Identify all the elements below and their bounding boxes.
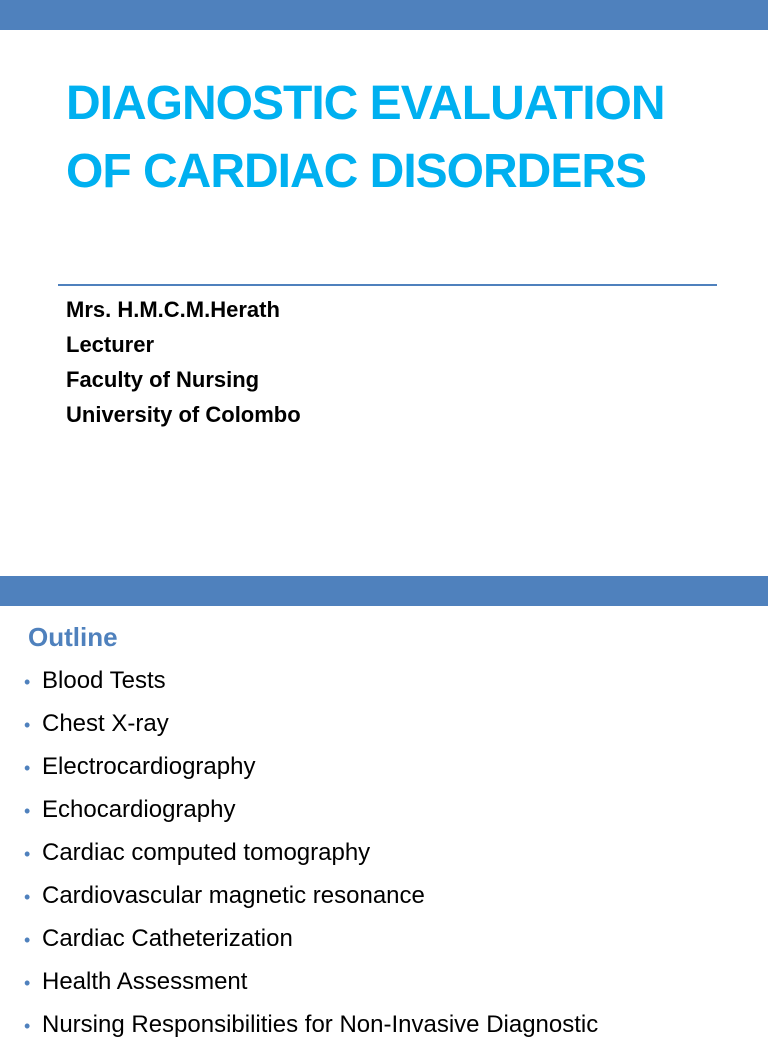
list-item-text: Echocardiography: [42, 796, 236, 823]
bullet-dot-icon: •: [24, 758, 31, 778]
bullet-dot-icon: •: [24, 930, 31, 950]
author-university: University of Colombo: [66, 402, 301, 427]
title-line-1: DIAGNOSTIC EVALUATION: [66, 77, 665, 130]
bullet-dot-icon: •: [24, 844, 31, 864]
top-accent-bar: [0, 0, 768, 30]
bullet-dot-icon: •: [24, 715, 31, 735]
list-item-text: Blood Tests: [42, 667, 166, 694]
outline-slide: [0, 576, 768, 1038]
bullet-dot-icon: •: [24, 887, 31, 907]
presentation-title: [66, 70, 746, 206]
list-item-text: Cardiac Catheterization: [42, 925, 293, 952]
outline-list: [24, 662, 598, 1049]
list-item: [24, 834, 598, 877]
title-divider: [58, 284, 717, 286]
author-faculty: Faculty of Nursing: [66, 367, 260, 392]
author-name: Mrs. H.M.C.M.Herath: [66, 297, 280, 322]
author-info: [66, 292, 301, 432]
bullet-dot-icon: •: [24, 801, 31, 821]
list-item: [24, 1006, 598, 1049]
list-item-text: Electrocardiography: [42, 753, 256, 780]
bullet-dot-icon: •: [24, 672, 31, 692]
list-item: [24, 877, 598, 920]
list-item: [24, 662, 598, 705]
list-item-text: Cardiovascular magnetic resonance: [42, 882, 425, 909]
list-item: [24, 963, 598, 1006]
list-item-text: Health Assessment: [42, 968, 248, 995]
list-item-text: Chest X-ray: [42, 710, 169, 737]
list-item-text: Cardiac computed tomography: [42, 839, 371, 866]
list-item: [24, 748, 598, 791]
bullet-dot-icon: •: [24, 1016, 31, 1036]
top-accent-bar: [0, 576, 768, 606]
title-line-2: OF CARDIAC DISORDERS: [66, 145, 647, 198]
list-item: [24, 791, 598, 834]
bullet-dot-icon: •: [24, 973, 31, 993]
list-item-text: Nursing Responsibilities for Non-Invasive Diagnostic: [42, 1011, 599, 1038]
list-item: [24, 920, 598, 963]
list-item: [24, 705, 598, 748]
author-position: Lecturer: [66, 332, 155, 357]
outline-heading: Outline: [28, 622, 118, 652]
